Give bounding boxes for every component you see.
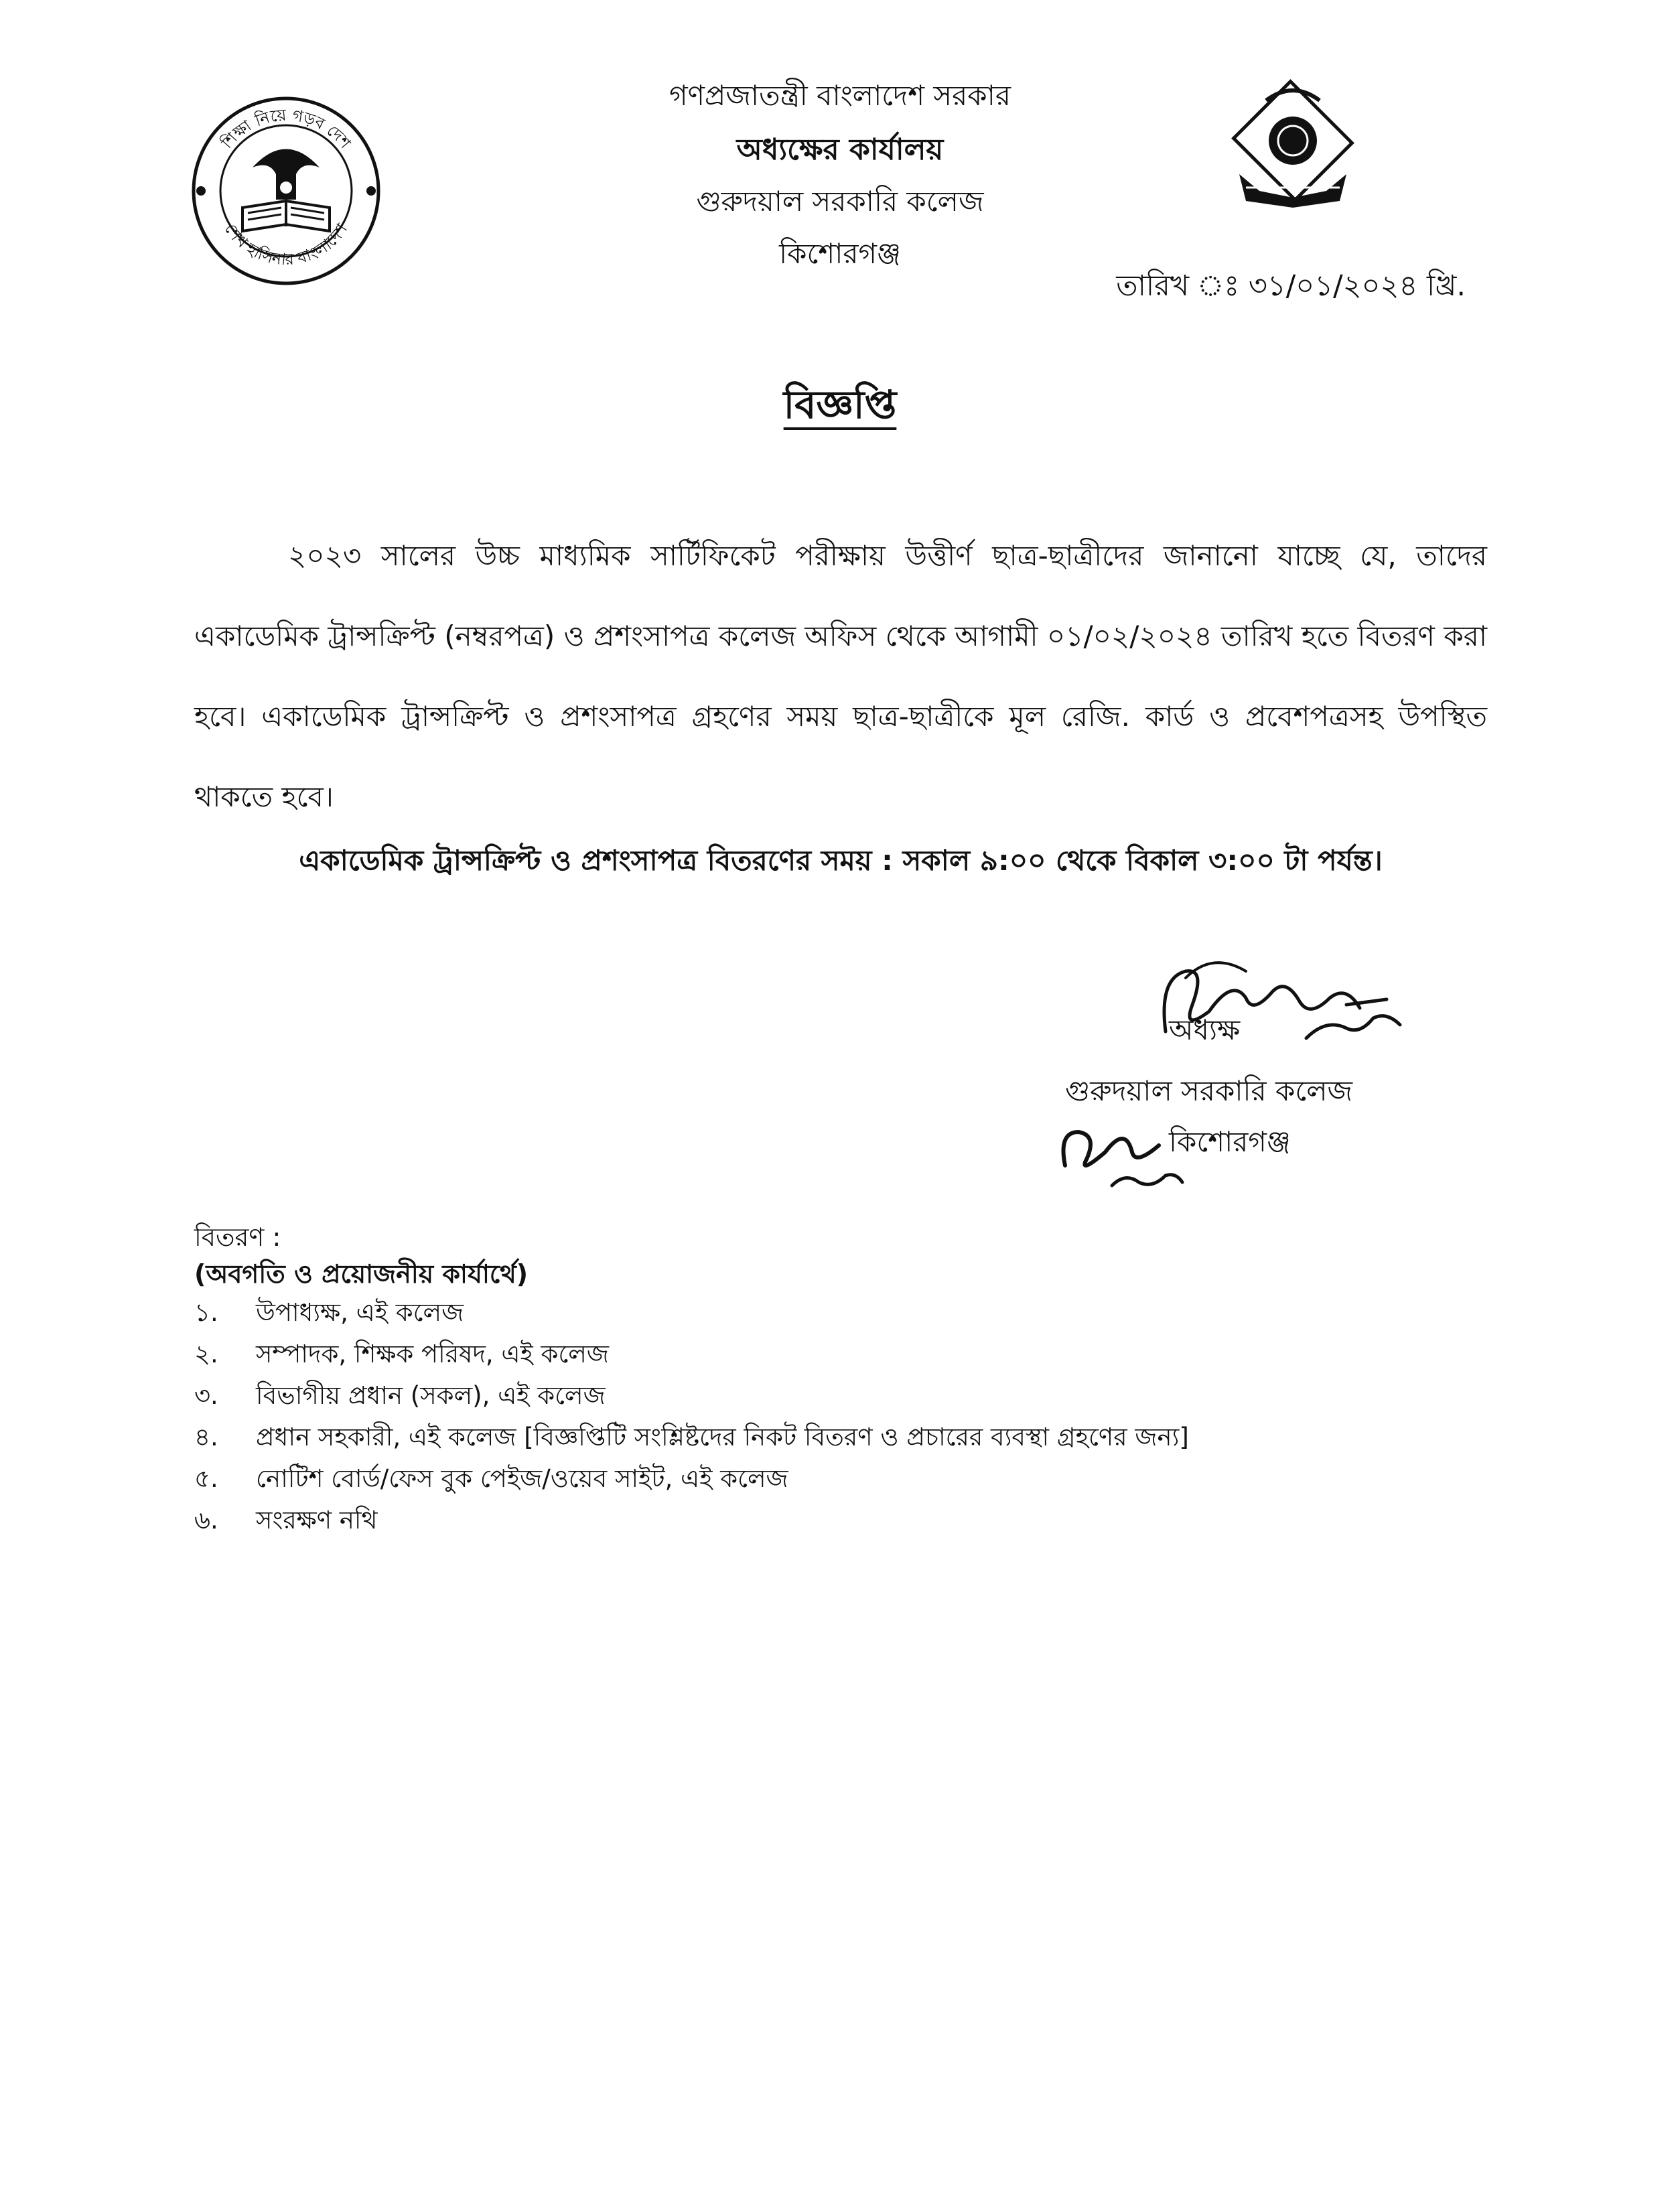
list-item — [194, 1417, 1189, 1459]
distribution-purpose: (অবগতি ও প্রয়োজনীয় কার্যার্থে) — [194, 1259, 529, 1289]
list-item-number: ২. — [194, 1340, 218, 1368]
list-item-number: ৩. — [194, 1381, 218, 1410]
signatory-title: অধ্যক্ষ — [1169, 1013, 1241, 1046]
notice-body: ২০২৩ সালের উচ্চ মাধ্যমিক সার্টিফিকেট পরীক্ষায় উত্তীর্ণ ছাত্র-ছাত্রীদের জানানো যাচ্ছে যে, তাদের একাডেমিক ট্রান্সক্রিপ্ট (নম্বরপত্র) ও প্রশংসাপত্র কলেজ অফিস থেকে আগামী ০১/০২/২০২৪ তারিখ হতে বিতরণ করা হবে। একাডেমিক ট্রান্সক্রিপ্ট ও প্রশংসাপত্র গ্রহণের সময় ছাত্র-ছাত্রীকে মূল রেজি. কার্ড ও প্রবেশপত্রসহ উপস্থিত থাকতে হবে। — [194, 539, 1487, 813]
notice-date: তারিখ ঃ ৩১/০১/২০২৪ খ্রি. — [1116, 269, 1466, 303]
list-item-text: প্রধান সহকারী, এই কলেজ [বিজ্ঞপ্তিটি সংশ্লিষ্টদের নিকট বিতরণ ও প্রচারের ব্যবস্থা গ্রহণের জন্য] — [256, 1423, 1189, 1451]
list-item-text: সম্পাদক, শিক্ষক পরিষদ, এই কলেজ — [256, 1340, 609, 1368]
distribution-timing: একাডেমিক ট্রান্সক্রিপ্ট ও প্রশংসাপত্র বিতরণের সময় : সকাল ৯:০০ থেকে বিকাল ৩:০০ টা পর্যন্ত। — [299, 844, 1383, 877]
list-item-number: ৫. — [194, 1464, 218, 1493]
list-item-number: ৪. — [194, 1423, 218, 1451]
district-name: কিশোরগঞ্জ — [779, 237, 901, 270]
list-item-number: ১. — [194, 1298, 218, 1327]
list-item — [194, 1500, 1189, 1542]
notice-title — [0, 375, 1680, 440]
svg-text:শেখ হাসিনার বাংলাদেশ: শেখ হাসিনার বাংলাদেশ — [220, 220, 352, 269]
list-item — [194, 1334, 1189, 1376]
list-item-text: সংরক্ষণ নথি — [256, 1506, 378, 1535]
office-name: অধ্যক্ষের কার্যালয় — [736, 133, 944, 167]
svg-text:শিক্ষা নিয়ে গড়ব দেশ: শিক্ষা নিয়ে গড়ব দেশ — [218, 105, 355, 153]
list-item-text: বিভাগীয় প্রধান (সকল), এই কলেজ — [256, 1381, 606, 1410]
distribution-title: বিতরণ : — [194, 1222, 281, 1252]
distribution-list — [194, 1293, 1189, 1542]
signatory-college: গুরুদয়াল সরকারি কলেজ — [1065, 1074, 1353, 1107]
notice-title-text: বিজ্ঞপ্তি — [783, 382, 897, 427]
list-item — [194, 1293, 1189, 1334]
list-item — [194, 1459, 1189, 1500]
list-item-text: নোটিশ বোর্ড/ফেস বুক পেইজ/ওয়েব সাইট, এই কলেজ — [256, 1464, 788, 1493]
initials-signature — [1052, 1112, 1186, 1199]
government-name: গণপ্রজাতন্ত্রী বাংলাদেশ সরকার — [669, 79, 1011, 112]
signatory-district: কিশোরগঞ্জ — [1169, 1125, 1291, 1158]
list-item — [194, 1376, 1189, 1417]
list-item-number: ৬. — [194, 1506, 218, 1535]
college-name: গুরুদয়াল সরকারি কলেজ — [696, 185, 984, 218]
list-item-text: উপাধ্যক্ষ, এই কলেজ — [256, 1298, 464, 1327]
